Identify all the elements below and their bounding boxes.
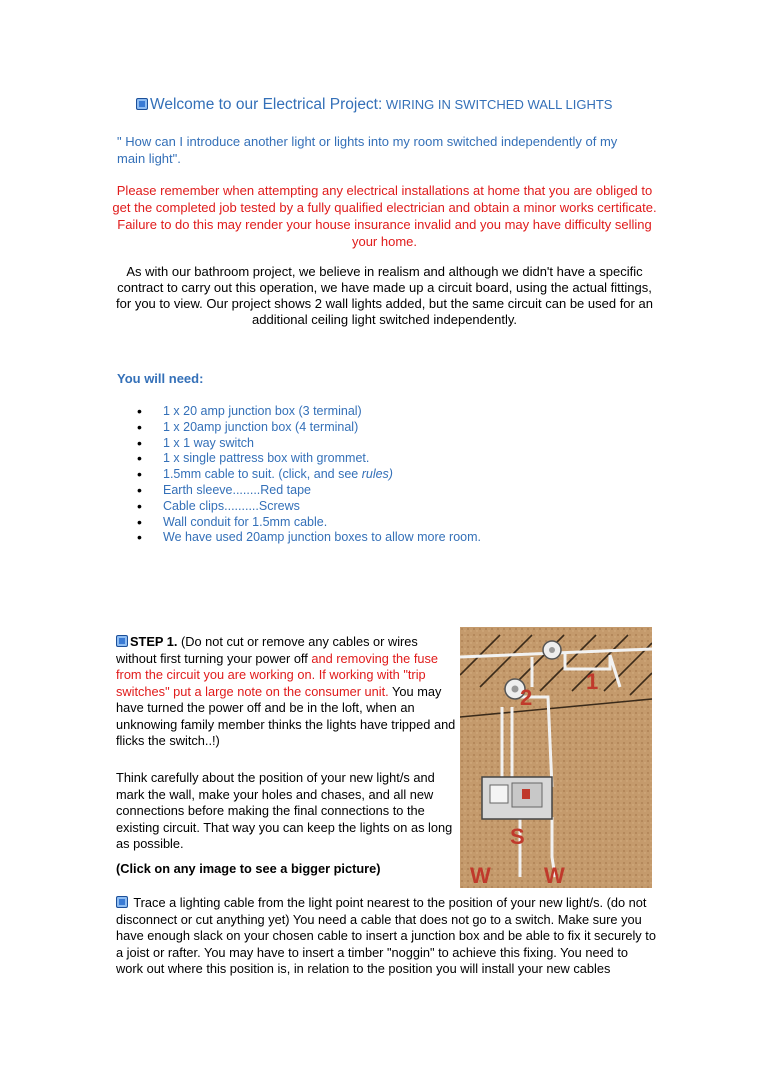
step-label: STEP 1. <box>130 634 178 649</box>
title-main: Welcome to our Electrical Project: <box>150 96 383 113</box>
label-1: 1 <box>586 669 599 694</box>
bullet-square-icon <box>116 635 128 647</box>
switch-box <box>482 777 552 819</box>
list-item: • 1 x single pattress box with grommet. <box>117 451 481 467</box>
label-w-right: W <box>544 863 565 888</box>
trace-text: Trace a lighting cable from the light point nearest to the position of your new light/s. (do not disconnect or cut anything yet) You need a cable that does not go to a switch. Make sure you have enough slack on your chosen cable to insert a junction box and be able to fix it securely to a joist or rafter. You may have to insert a timber "noggin" to achieve this fixing. You need to work out where this position is, in relation to the position you will install your new cables <box>116 895 656 976</box>
bullet-square-icon <box>116 896 128 908</box>
label-2: 2 <box>520 685 533 710</box>
list-item: • Earth sleeve........Red tape <box>117 483 481 499</box>
rules-link[interactable]: rules) <box>361 467 393 482</box>
list-item: • Cable clips..........Screws <box>117 499 481 515</box>
trace-paragraph <box>116 895 656 978</box>
click-note: (Click on any image to see a bigger picture) <box>116 861 381 876</box>
plywood-board <box>460 627 652 888</box>
step-warning-text: and removing the fuse from the circuit you are working on. If working with "trip switches" put a large note on the consumer unit. <box>116 650 439 699</box>
label-w-left: W <box>470 863 491 888</box>
list-item-cable <box>117 467 481 483</box>
list-item: • 1 x 20amp junction box (4 terminal) <box>117 420 481 436</box>
list-item: • 1 x 20 amp junction box (3 terminal) <box>117 404 481 420</box>
list-item: • We have used 20amp junction boxes to allow more room. <box>117 530 481 546</box>
junction-box-1 <box>543 641 561 659</box>
cable-item-text: 1.5mm cable to suit. (click, and see <box>163 467 362 482</box>
intro-quote: " How can I introduce another light or lights into my room switched independently of my main light". <box>117 134 618 166</box>
step-text-1: (Do not cut or remove any cables or wires without first turning your power off <box>116 634 418 666</box>
list-item: • Wall conduit for 1.5mm cable. <box>117 515 481 531</box>
circuit-board-photo[interactable] <box>460 627 652 888</box>
step-text-2: You may have turned the power off and be in the loft, when an unknowing family member thinks the lights have tripped and flicks the switch..!) <box>116 683 456 748</box>
materials-list <box>117 404 481 546</box>
bullet-square-icon <box>136 98 148 110</box>
step-1-paragraph <box>116 634 461 750</box>
safety-warning: Please remember when attempting any electrical installations at home that you are obliged to get the completed job tested by a fully qualified electrician and obtain a minor works certificate. Failure to do this may render your house insurance invalid and you may have difficulty selling your home. <box>112 183 657 249</box>
page-title <box>136 96 612 114</box>
you-will-need-heading: You will need: <box>117 371 204 386</box>
title-subtitle: WIRING IN SWITCHED WALL LIGHTS <box>382 97 613 112</box>
think-paragraph: Think carefully about the position of your new light/s and mark the wall, make your holes and chases, and all new connections before making the final connections to the existing circuit. That way you can keep the lights on as long as possible. <box>116 770 453 851</box>
label-s: S <box>510 824 525 849</box>
intro-paragraph: As with our bathroom project, we believe in realism and although we didn't have a specific contract to carry out this operation, we have made up a circuit board, using the actual fittings, for you to view. Our project shows 2 wall lights added, but the same circuit can be used for an additional ceiling light switched independently. <box>116 264 653 327</box>
list-item: • 1 x 1 way switch <box>117 436 481 452</box>
